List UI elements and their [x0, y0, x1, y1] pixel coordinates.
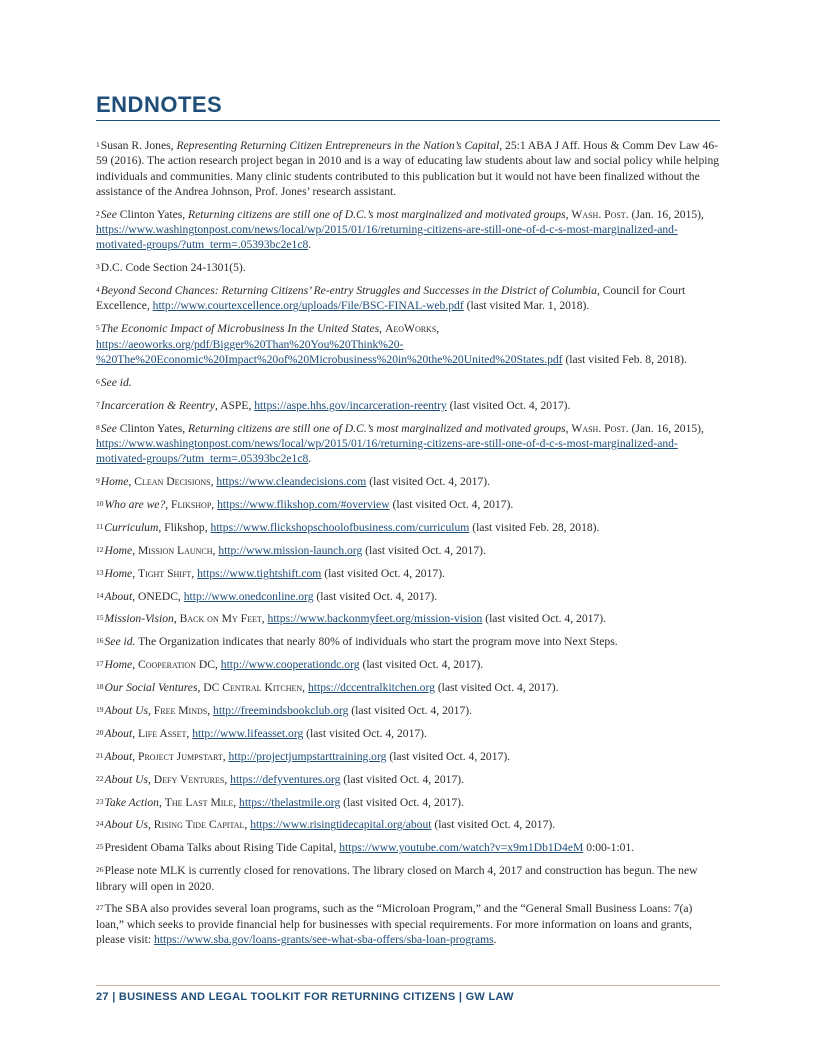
endnote-number: 3	[96, 262, 100, 272]
endnote-text: (last visited Feb. 8, 2018).	[562, 352, 687, 366]
endnote-text: ,	[224, 772, 231, 786]
endnote-title: Returning citizens are still one of D.C.’s most marginalized and motivated groups	[188, 421, 566, 435]
endnote-link[interactable]: https://www.washingtonpost.com/news/local/wp/2015/01/16/returning-citizens-are-still-one-of-d-c-s-most-marginalized-and-motivated-groups/?utm_term=.05393bc2e1c8	[96, 223, 678, 252]
endnote-title: Take Action	[104, 795, 159, 809]
endnote-source: Rising Tide Capital	[153, 818, 245, 832]
endnote-text: ,	[165, 497, 172, 511]
endnote-link[interactable]: https://www.risingtidecapital.org/about	[250, 818, 432, 832]
endnote-number: 27	[96, 903, 104, 913]
endnote-link[interactable]: http://www.onedconline.org	[183, 589, 314, 603]
endnote-text: Please note MLK is currently closed for renovations. The library closed on March 4, 2017 and construction has begun. The new library will open in 2020.	[96, 864, 698, 893]
endnote-source: Tight Shift	[138, 566, 192, 580]
endnote-text: ,	[207, 704, 214, 717]
endnote-item	[96, 138, 720, 199]
endnote-item	[96, 375, 720, 390]
endnote-title: See	[100, 421, 117, 435]
endnote-item	[96, 901, 720, 947]
endnote-number: 2	[96, 208, 100, 218]
endnote-title: About	[104, 749, 133, 763]
endnote-text: ,	[222, 749, 229, 763]
endnote-number: 6	[96, 376, 100, 386]
endnote-item	[96, 260, 720, 275]
endnote-number: 26	[96, 865, 104, 875]
title-divider	[96, 120, 720, 121]
endnote-text: ,	[261, 612, 268, 626]
endnote-number: 1	[96, 140, 100, 149]
endnote-text: (last visited Oct. 4, 2017).	[434, 681, 559, 695]
endnote-item	[96, 321, 720, 367]
endnote-text: ,	[158, 795, 165, 809]
endnote-number: 19	[96, 705, 104, 714]
endnote-title: Beyond Second Chances: Returning Citizens’ Re-entry Struggles and Successes in the District of Columbia	[100, 284, 597, 298]
endnote-link[interactable]: https://www.flickshopschoolofbusiness.com/curriculum	[210, 520, 470, 534]
endnote-title: Returning citizens are still one of D.C.’s most marginalized and motivated groups	[188, 207, 566, 221]
endnote-source: Central Kitchen	[222, 681, 303, 695]
endnote-item	[96, 772, 720, 787]
endnote-title: See id.	[104, 635, 136, 649]
endnotes-list	[96, 138, 720, 955]
endnote-source: Cooperation	[138, 658, 196, 672]
endnote-item	[96, 840, 720, 855]
endnote-number: 22	[96, 773, 104, 783]
footer-divider	[96, 985, 720, 986]
endnote-number: 13	[96, 567, 104, 577]
endnote-text: ,	[128, 475, 135, 489]
endnote-title: About Us,	[104, 772, 151, 786]
endnote-text: ,	[147, 818, 154, 832]
endnote-link[interactable]: http://www.courtexcellence.org/uploads/File/BSC-FINAL-web.pdf	[152, 299, 464, 313]
endnote-source: Free Minds	[153, 704, 208, 717]
endnote-text: ,	[436, 322, 440, 336]
endnote-link[interactable]: https://aeoworks.org/pdf/Bigger%20Than%20You%20Think%20-%20The%20Economic%20Impact%20of%20Microbusiness%20in%20the%20United%20States.pdf	[96, 337, 563, 366]
endnote-source: Project Jumpstart	[138, 749, 223, 763]
endnote-item	[96, 497, 720, 512]
endnote-item	[96, 283, 720, 314]
endnote-text: ,	[233, 795, 240, 809]
endnote-link[interactable]: http://www.lifeasset.org	[192, 726, 304, 740]
endnote-number: 17	[96, 659, 104, 669]
endnote-number: 25	[96, 842, 104, 852]
endnote-source: Clean Decisions	[134, 475, 211, 489]
endnote-link[interactable]: http://freemindsbookclub.org	[213, 704, 349, 717]
endnote-number: 7	[96, 399, 100, 409]
endnote-text: , ONEDC,	[132, 589, 184, 603]
endnote-number: 24	[96, 819, 104, 829]
endnote-item	[96, 726, 720, 741]
endnote-title: Our Social Ventures	[104, 681, 198, 695]
endnote-text: (last visited Oct. 4, 2017).	[303, 726, 427, 740]
endnote-item	[96, 589, 720, 604]
endnote-source: Wash. Post	[571, 207, 626, 221]
endnote-text: ,	[186, 726, 193, 740]
endnote-title: Home	[104, 658, 133, 672]
endnote-text: (last visited Oct. 4, 2017).	[321, 566, 445, 580]
endnote-text: ,	[565, 421, 572, 435]
endnote-link[interactable]: https://www.flikshop.com/#overview	[217, 497, 390, 511]
endnote-text: Clinton Yates,	[116, 207, 189, 221]
endnote-text: (last visited Oct. 4, 2017).	[366, 475, 490, 489]
endnote-title: Who are we?	[104, 497, 166, 511]
endnote-item	[96, 863, 720, 894]
endnote-item	[96, 207, 720, 253]
endnote-link[interactable]: https://www.tightshift.com	[197, 566, 322, 580]
endnote-link[interactable]: https://www.backonmyfeet.org/mission-vision	[267, 612, 483, 626]
endnote-link[interactable]: http://www.cooperationdc.org	[220, 658, 360, 672]
endnote-item	[96, 634, 720, 649]
endnote-title: Home	[104, 566, 133, 580]
endnote-item	[96, 749, 720, 764]
endnote-text: (last visited Oct. 4, 2017).	[340, 772, 465, 786]
page-title: ENDNOTES	[96, 92, 223, 117]
endnote-text: ,	[132, 658, 138, 672]
endnote-item	[96, 795, 720, 810]
endnote-link[interactable]: https://www.cleandecisions.com	[216, 475, 367, 489]
endnote-text: (last visited Oct. 4, 2017).	[340, 795, 464, 809]
endnote-link[interactable]: https://defyventures.org	[230, 772, 341, 786]
endnote-item	[96, 817, 720, 832]
endnote-number: 9	[96, 476, 100, 486]
endnote-source: The Last Mile	[164, 795, 234, 809]
endnote-title: About Us	[104, 704, 148, 717]
endnote-title: See id.	[100, 375, 132, 389]
endnote-source: Wash. Post	[571, 421, 626, 435]
endnote-source: AeoWorks	[384, 322, 437, 336]
endnote-title: Home	[104, 543, 133, 557]
endnote-link[interactable]: https://dccentralkitchen.org	[307, 681, 435, 695]
endnote-item	[96, 543, 720, 558]
endnote-text: ,	[132, 726, 138, 740]
endnote-text: (last visited Feb. 28, 2018).	[469, 520, 600, 534]
endnote-link[interactable]: https://thelastmile.org	[239, 795, 341, 809]
endnote-number: 18	[96, 682, 104, 692]
endnote-item	[96, 398, 720, 413]
endnote-title: Home	[100, 475, 129, 489]
page-footer: 27 | BUSINESS AND LEGAL TOOLKIT FOR RETURNING CITIZENS | GW LAW	[96, 991, 514, 1003]
endnote-number: 5	[96, 323, 100, 333]
endnote-text: (last visited Mar. 1, 2018).	[463, 299, 590, 313]
endnote-text: , DC	[197, 681, 223, 695]
endnote-text: (last visited Oct. 4, 2017).	[359, 658, 484, 672]
endnote-text: ,	[565, 207, 572, 221]
endnote-number: 14	[96, 590, 104, 600]
endnote-text: Clinton Yates,	[116, 421, 189, 435]
endnote-text: ,	[132, 749, 138, 763]
endnote-link[interactable]: https://www.youtube.com/watch?v=x9m1Db1D4eM	[339, 841, 584, 855]
endnote-source: Defy Ventures	[153, 772, 225, 786]
endnote-number: 8	[96, 422, 100, 432]
endnote-text: .	[308, 238, 312, 252]
endnote-text: DC,	[195, 658, 221, 672]
endnote-number: 23	[96, 796, 104, 806]
endnote-item	[96, 566, 720, 581]
endnote-text: ,	[211, 497, 218, 511]
endnote-title: See	[100, 207, 117, 221]
endnote-text: , ASPE,	[214, 398, 255, 412]
endnote-title: Mission-Vision	[104, 612, 174, 626]
endnote-source: Life Asset	[138, 726, 187, 740]
endnote-text: .	[493, 933, 497, 947]
endnote-text: ,	[379, 322, 385, 336]
endnote-title: The Economic Impact of Microbusiness In the United States	[100, 322, 380, 336]
endnote-text: (last visited Oct. 4, 2017).	[431, 818, 556, 832]
endnote-number: 16	[96, 636, 104, 646]
endnote-text: .	[308, 452, 312, 466]
endnote-source: Flikshop	[171, 497, 212, 511]
endnote-text: The Organization indicates that nearly 80% of individuals who start the program move into Next Steps.	[135, 635, 618, 649]
endnote-link[interactable]: http://projectjumpstarttraining.org	[228, 749, 387, 763]
endnote-item	[96, 657, 720, 672]
endnote-text: ,	[173, 612, 180, 626]
endnote-title: Representing Returning Citizen Entrepreneurs in the Nation’s Capital	[176, 139, 500, 152]
endnote-item	[96, 680, 720, 695]
endnote-title: Curriculum	[104, 520, 159, 534]
endnote-item	[96, 520, 720, 535]
endnote-text: ,	[244, 818, 251, 832]
endnote-title: Incarceration & Reentry	[100, 398, 215, 412]
endnote-number: 12	[96, 544, 104, 554]
endnote-item	[96, 421, 720, 467]
endnote-text: (last visited Oct. 4, 2017).	[482, 612, 606, 626]
endnote-text: Susan R. Jones,	[100, 139, 177, 152]
endnote-number: 10	[96, 498, 104, 508]
endnote-text: , Council for Court Excellence,	[96, 284, 686, 313]
endnote-link[interactable]: https://www.sba.gov/loans-grants/see-what-sba-offers/sba-loan-programs	[153, 933, 494, 947]
endnote-text: (last visited Oct. 4, 2017).	[389, 497, 514, 511]
endnote-text: ,	[191, 566, 198, 580]
endnote-item	[96, 611, 720, 626]
endnote-number: 4	[96, 285, 100, 295]
endnote-text: ,	[210, 475, 217, 489]
endnote-link[interactable]: http://www.mission-launch.org	[218, 543, 363, 557]
endnote-text: (last visited Oct. 4, 2017).	[313, 589, 438, 603]
endnote-text: ,	[132, 543, 138, 557]
endnote-text: ,	[212, 543, 219, 557]
endnote-title: About	[104, 589, 133, 603]
endnote-text: . (Jan. 16, 2015),	[625, 421, 704, 435]
endnote-item	[96, 474, 720, 489]
endnote-text: (last visited Oct. 4, 2017).	[386, 749, 511, 763]
endnote-link[interactable]: https://aspe.hhs.gov/incarceration-reentry	[254, 398, 447, 412]
endnote-text: (last visited Oct. 4, 2017).	[446, 398, 571, 412]
endnote-text: D.C. Code Section 24-1301(5).	[100, 261, 246, 275]
endnote-number: 20	[96, 727, 104, 737]
endnote-link[interactable]: https://www.washingtonpost.com/news/local/wp/2015/01/16/returning-citizens-are-still-one-of-d-c-s-most-marginalized-and-motivated-groups/?utm_term=.05393bc2e1c8	[96, 436, 678, 466]
endnote-text: (last visited Oct. 4, 2017).	[362, 543, 486, 557]
endnote-text: ,	[132, 566, 138, 580]
endnote-number: 11	[96, 521, 104, 531]
endnote-number: 21	[96, 750, 104, 760]
endnote-text: President Obama Talks about Rising Tide Capital,	[104, 841, 340, 855]
endnote-text: ,	[147, 704, 154, 717]
endnote-text: 0:00-1:01.	[583, 841, 635, 855]
endnote-text: ,	[302, 681, 308, 695]
endnote-source: Back on My Feet	[179, 612, 262, 626]
endnote-number: 15	[96, 613, 104, 623]
endnote-text: The SBA also provides several loan programs, such as the “Microloan Program,” and the “General Small Business Loans: 7(a) loan,” which seeks to provide financial help for businesses with special requirements. For more information on loans and grants, please visit:	[96, 902, 693, 947]
endnote-item	[96, 703, 720, 718]
endnote-text: , Flikshop,	[158, 520, 211, 534]
endnote-title: About	[104, 726, 133, 740]
endnote-text: , 25:1 ABA J Aff. Hous & Comm Dev Law 46-59 (2016). The action research project began in 2010 and is a way of educating law students about law and social policy while helping individuals and communities. Many clinic students contributed to this publication but it would not have been finalized without the assistance of the Andrea Johnson, Prof. Jones’ research assistant.	[96, 139, 720, 198]
endnote-text: . (Jan. 16, 2015),	[625, 207, 704, 221]
endnote-title: About Us	[104, 818, 148, 832]
endnote-text: (last visited Oct. 4, 2017).	[348, 704, 473, 717]
endnote-source: Mission Launch	[138, 543, 213, 557]
